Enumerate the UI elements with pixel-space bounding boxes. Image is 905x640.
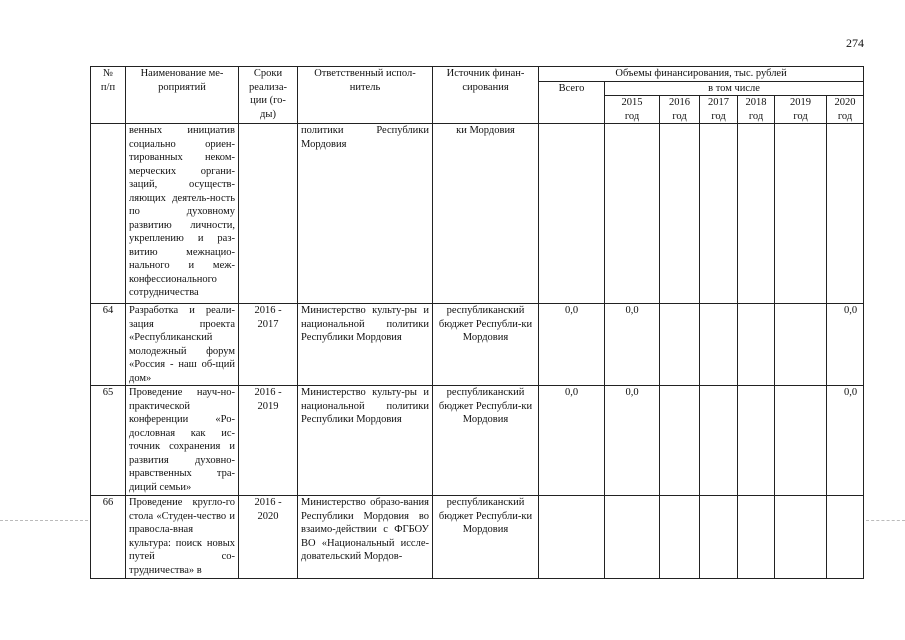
header-including: в том числе [605,81,864,96]
row-total: 0,0 [539,304,605,386]
header-source: Источник финан- сирования [433,67,539,124]
row-2018 [738,124,775,304]
scan-artifact-right [866,520,905,522]
row-2017 [700,496,738,579]
table-row [91,386,864,496]
header-year-2020: 2020 год [827,96,864,124]
page-number: 274 [846,36,864,50]
table-row [91,304,864,386]
header-executor: Ответственный испол- нитель [298,67,433,124]
row-name: Разработка и реали-зация проекта «Республиканский молодежный форум «Россия - наш об-щий дом» [126,304,239,386]
row-source: республиканский бюджет Республи-ки Мордовия [433,496,539,579]
row-source: ки Мордовия [433,124,539,304]
row-2017 [700,304,738,386]
row-2018 [738,496,775,579]
header-total: Всего [539,81,605,124]
row-2019 [775,386,827,496]
row-executor: Министерство культу-ры и национальной политики Республики Мордовия [298,304,433,386]
row-name: Проведение кругло-го стола «Студен-чество и правосла-вная культура: поиск новых путей со-трудничества» в [126,496,239,579]
row-name: венных инициатив социально ориен-тированных неком-мерческих органи-заций, осуществ-ляющих деятель-ность по духовному развитию личности, укреплению и раз-витию межнацио-нального и меж-конфессионального сотрудничества [126,124,239,304]
row-2020 [827,124,864,304]
row-2015 [605,124,660,304]
row-2019 [775,304,827,386]
row-2018 [738,386,775,496]
header-period: Сроки реализа- ции (го- ды) [239,67,298,124]
row-name: Проведение науч-но-практической конференции «Ро-дословная как ис-точник сохранения и развития духовно-нравственных тра-диций семьи» [126,386,239,496]
row-2020: 0,0 [827,386,864,496]
row-num: 66 [91,496,126,579]
row-2016 [660,386,700,496]
row-2015: 0,0 [605,304,660,386]
row-total [539,124,605,304]
row-total [539,496,605,579]
row-2019 [775,124,827,304]
header-year-2015: 2015 год [605,96,660,124]
row-period: 2016 - 2020 [239,496,298,579]
row-2019 [775,496,827,579]
row-2015 [605,496,660,579]
row-executor: Министерство образо-вания Республики Мордовия во взаимо-действии с ФГБОУ ВО «Национальный иссле-довательский Мордов- [298,496,433,579]
scan-artifact-left [0,520,88,522]
row-num: 64 [91,304,126,386]
row-2016 [660,124,700,304]
row-2017 [700,124,738,304]
row-num [91,124,126,304]
row-source: республиканский бюджет Республи-ки Мордовия [433,386,539,496]
row-period: 2016 - 2017 [239,304,298,386]
row-2020: 0,0 [827,304,864,386]
row-num: 65 [91,386,126,496]
row-total: 0,0 [539,386,605,496]
table-row [91,124,864,304]
row-source: республиканский бюджет Республи-ки Мордовия [433,304,539,386]
header-year-2018: 2018 год [738,96,775,124]
header-num: № п/п [91,67,126,124]
header-volumes: Объемы финансирования, тыс. рублей [539,67,864,82]
row-2016 [660,304,700,386]
row-period: 2016 - 2019 [239,386,298,496]
header-year-2017: 2017 год [700,96,738,124]
row-2017 [700,386,738,496]
row-executor: Министерство культу-ры и национальной политики Республики Мордовия [298,386,433,496]
row-2018 [738,304,775,386]
table-row [91,496,864,579]
row-period [239,124,298,304]
header-name: Наименование ме- роприятий [126,67,239,124]
header-year-2016: 2016 год [660,96,700,124]
row-2020 [827,496,864,579]
financing-table [90,66,864,579]
row-2016 [660,496,700,579]
row-2015: 0,0 [605,386,660,496]
header-year-2019: 2019 год [775,96,827,124]
row-executor: политики Республики Мордовия [298,124,433,304]
